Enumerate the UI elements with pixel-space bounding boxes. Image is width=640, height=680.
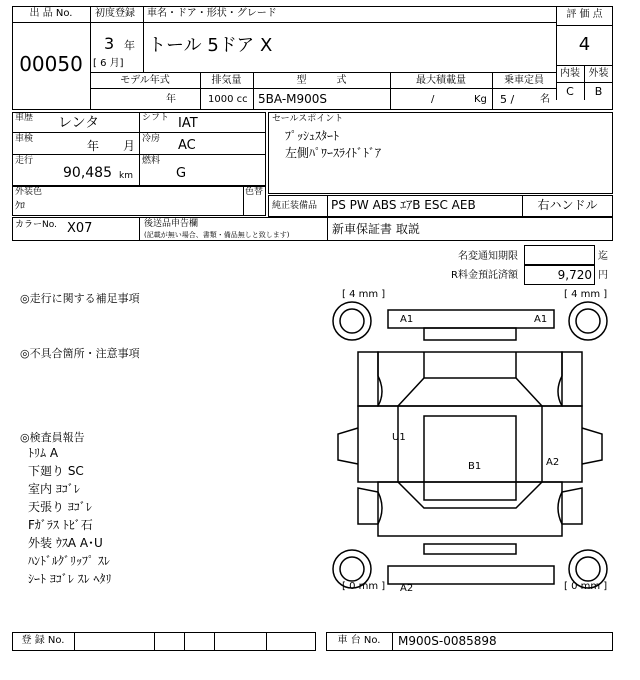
- sales-point-1: ﾌﾟｯｼｭｽﾀｰﾄ: [285, 129, 340, 143]
- displacement-label: 排気量: [211, 75, 242, 86]
- docs-row: [12, 217, 613, 241]
- mark-roof: B1: [468, 461, 482, 472]
- docs-note: (記載が無い場合、書類・備品無しと致します): [144, 231, 290, 239]
- tire-rear-left-label: [ 0 mm ]: [342, 581, 386, 592]
- exterior-grade: B: [594, 85, 603, 98]
- recycle-amount: 9,720: [557, 268, 592, 282]
- vehicle-type: 5BA-M900S: [258, 92, 328, 106]
- lot-no-label: 出 品 No.: [29, 8, 73, 19]
- inspector-label: ◎検査員報告: [20, 431, 85, 444]
- reg-no-label: 登 録 No.: [21, 635, 65, 646]
- inspection-label: 車検: [15, 134, 34, 144]
- tire-front-right-label: [ 4 mm ]: [564, 289, 608, 300]
- inspector-line: Fｶﾞﾗｽ ﾄﾋﾞ石: [28, 518, 93, 532]
- mark-front-left: A1: [400, 314, 414, 325]
- sales-point-label: セールスポイント: [272, 114, 344, 124]
- inspector-line: ﾊﾝﾄﾞﾙｸﾞﾘｯﾌﾟ ｽﾚ: [28, 554, 110, 568]
- tire-front-right: [569, 302, 607, 340]
- chassis-label: 車 台 No.: [337, 635, 381, 646]
- first-reg-month: [ 6 月]: [93, 58, 124, 69]
- inspector-line: 室内 ﾖｺﾞﾚ: [28, 482, 80, 496]
- recycle-unit: 円: [598, 270, 608, 281]
- score-label: 評 価 点: [566, 9, 603, 20]
- mark-rear: A2: [400, 583, 414, 594]
- history-label: 車歴: [15, 113, 34, 123]
- ext-color: ｸﾛ: [15, 201, 25, 212]
- first-reg-label: 初度登録: [95, 8, 135, 19]
- color-no: X07: [67, 221, 93, 236]
- interior-label: 内装: [560, 68, 580, 79]
- mileage: 90,485: [63, 165, 112, 181]
- recolor-label: 色替: [245, 187, 264, 197]
- deadline-label: 名変通知期限: [458, 251, 518, 262]
- inspector-line: 下廻り SC: [28, 464, 84, 478]
- capacity-label: 乗車定員: [504, 75, 544, 86]
- ext-color-box: [12, 186, 266, 216]
- color-no-label: カラーNo.: [15, 220, 57, 230]
- warranty: 新車保証書 取説: [332, 222, 420, 236]
- inspector-line: 外装 ｳｽA A･U: [28, 536, 103, 550]
- ext-color-label: 外装色: [15, 187, 43, 197]
- exterior-label: 外装: [588, 68, 609, 79]
- mark-front-right: A1: [534, 314, 548, 325]
- equipment-label: 純正装備品: [272, 201, 318, 211]
- recycle-label: R料金預託済額: [451, 270, 518, 281]
- car-name-label: 車名・ドア・形状・グレード: [147, 8, 277, 19]
- mark-right-side: A2: [546, 457, 560, 468]
- car-damage-diagram: [328, 288, 612, 602]
- displacement: 1000 cc: [208, 94, 248, 105]
- model-year-unit: 年: [166, 94, 176, 105]
- deadline-unit: 迄: [598, 251, 608, 262]
- mileage-label: 走行: [15, 156, 34, 166]
- car-name: トール 5ドア X: [148, 35, 273, 56]
- sales-point-2: 左側ﾊﾟﾜｰｽﾗｲﾄﾞﾄﾞｱ: [285, 146, 382, 160]
- ac-label: 冷房: [142, 134, 161, 144]
- fuel: G: [176, 166, 187, 181]
- mileage-unit: km: [119, 171, 133, 181]
- tire-rear-right-label: [ 0 mm ]: [564, 581, 608, 592]
- score: 4: [578, 34, 591, 55]
- driving-notes-label: ◎走行に関する補足事項: [20, 292, 140, 305]
- tire-front-left-label: [ 4 mm ]: [342, 289, 386, 300]
- inspector-line: 天張り ﾖｺﾞﾚ: [28, 500, 92, 514]
- docs-label: 後送品申告欄: [144, 219, 199, 229]
- mark-left-side: U1: [392, 432, 406, 443]
- shift: IAT: [178, 116, 198, 131]
- chassis-no: M900S-0085898: [398, 634, 497, 648]
- lot-no: 00050: [19, 52, 83, 76]
- shift-label: シフト: [142, 113, 170, 123]
- fuel-label: 燃料: [142, 156, 161, 166]
- steering: 右ハンドル: [537, 198, 598, 212]
- rear-bumper: [388, 566, 554, 584]
- type-label: 型 式: [296, 75, 347, 86]
- tire-front-left: [333, 302, 371, 340]
- ac: AC: [178, 138, 196, 153]
- first-reg-year: 3: [104, 34, 115, 53]
- defects-label: ◎不具合箇所・注意事項: [20, 347, 140, 360]
- model-year-label: モデル年式: [120, 75, 170, 86]
- interior-grade: C: [566, 85, 574, 98]
- capacity-unit: 名: [540, 94, 550, 105]
- inspector-line: ﾄﾘﾑ A: [28, 446, 59, 460]
- max-load-unit: Kg: [474, 94, 487, 105]
- deadline-field: [524, 245, 595, 265]
- inspection: 年 月: [87, 139, 136, 153]
- capacity: 5 /: [500, 93, 515, 106]
- max-load-label: 最大積載量: [416, 75, 466, 86]
- history: レンタ: [58, 115, 100, 131]
- first-reg-year-unit: 年: [124, 39, 135, 52]
- inspector-line: ｼｰﾄ ﾖｺﾞﾚ ｽﾚ ﾍﾀﾘ: [28, 572, 112, 586]
- max-load: /: [431, 94, 435, 105]
- equipment: PS PW ABS ｴｱB ESC AEB: [331, 198, 476, 212]
